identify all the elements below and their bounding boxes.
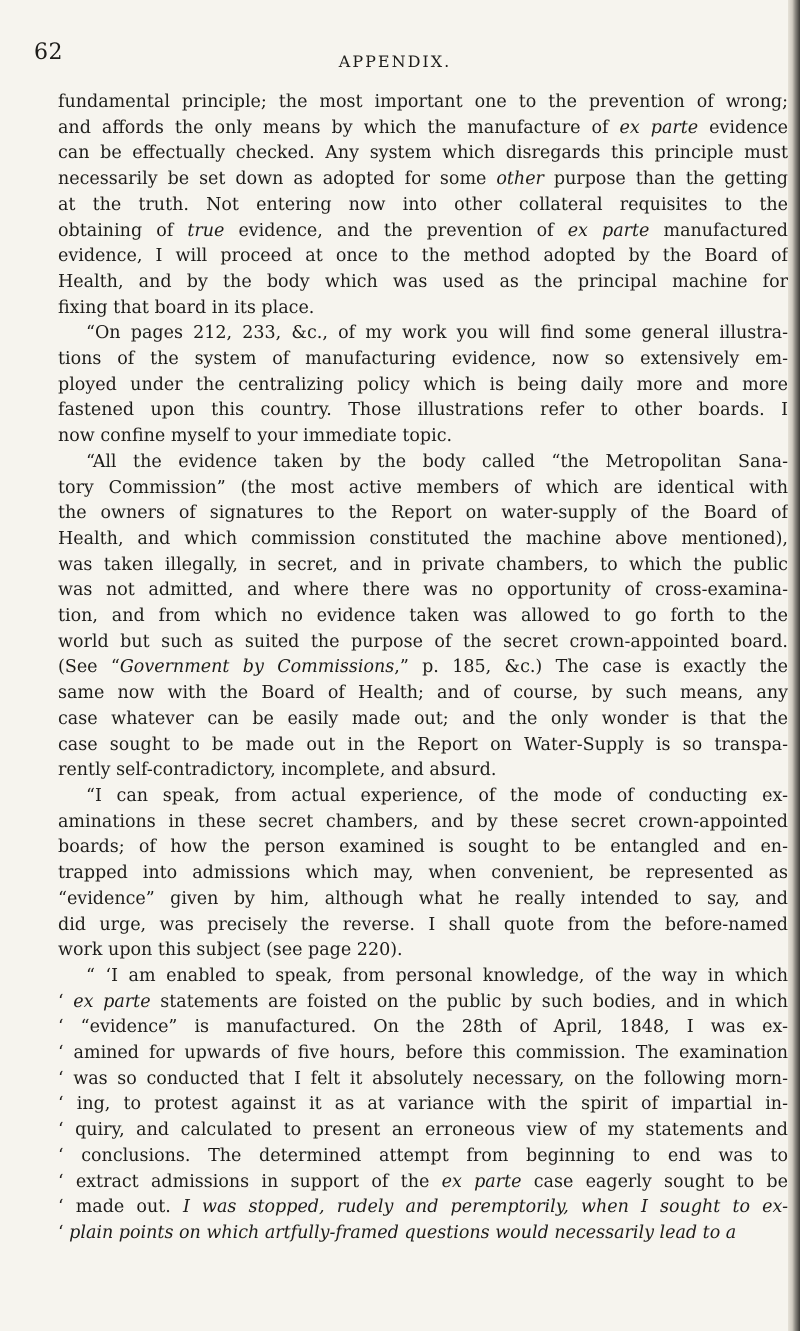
text-line: world but such as suited the purpose of the secret crown-appointed board. bbox=[58, 631, 788, 652]
page-edge-shadow bbox=[788, 0, 800, 1331]
text-line: case whatever can be easily made out; and the only wonder is that the bbox=[58, 708, 788, 729]
text-line: fundamental principle; the most important one to the prevention of wrong; bbox=[58, 92, 788, 112]
text-line: ‘ amined for upwards of five hours, before this commission. The examination bbox=[58, 1043, 788, 1064]
text-line: ‘ plain points on which artfully-framed questions would necessarily lead to a bbox=[58, 1222, 737, 1243]
text-line: rently self-contradictory, incomplete, and absurd. bbox=[58, 760, 497, 781]
text-line: Health, and which commission constituted the machine above mentioned), bbox=[58, 528, 788, 549]
text-line: (See “Government by Commissions,” p. 185, &c.) The case is exactly the bbox=[58, 657, 788, 678]
text-line: and affords the only means by which the manufacture of ex parte evidence bbox=[58, 117, 789, 138]
text-line: “On pages 212, 233, &c., of my work you will find some general illustra- bbox=[86, 323, 788, 344]
body-text bbox=[58, 90, 788, 1247]
page-header bbox=[0, 40, 790, 80]
text-line: Health, and by the body which was used as the principal machine for bbox=[58, 271, 788, 292]
text-line: “All the evidence taken by the body called “the Metropolitan Sana- bbox=[86, 451, 788, 472]
text-line: fixing that board in its place. bbox=[58, 297, 315, 318]
text-line: can be effectually checked. Any system which disregards this principle must bbox=[58, 143, 788, 164]
text-line: ‘ extract admissions in support of the ex parte case eagerly sought to be bbox=[58, 1171, 788, 1192]
text-line: was taken illegally, in secret, and in private chambers, to which the public bbox=[58, 554, 788, 575]
text-line: did urge, was precisely the reverse. I shall quote from the before-named bbox=[58, 914, 788, 935]
text-line: ‘ made out. I was stopped, rudely and peremptorily, when I sought to ex- bbox=[58, 1197, 788, 1218]
text-line: ployed under the centralizing policy which is being daily more and more bbox=[58, 374, 788, 395]
page-number: 62 bbox=[34, 40, 63, 65]
text-line: boards; of how the person examined is sought to be entangled and en- bbox=[58, 837, 788, 858]
text-line: the owners of signatures to the Report on water-supply of the Board of bbox=[58, 503, 788, 524]
text-line: “ ‘I am enabled to speak, from personal knowledge, of the way in which bbox=[86, 965, 788, 986]
text-line: fastened upon this country. Those illustrations refer to other boards. I bbox=[58, 400, 788, 421]
text-line: ‘ quiry, and calculated to present an erroneous view of my statements and bbox=[58, 1120, 788, 1141]
text-line: work upon this subject (see page 220). bbox=[58, 940, 403, 961]
text-line: now confine myself to your immediate topic. bbox=[58, 426, 453, 447]
text-line: “evidence” given by him, although what he really intended to say, and bbox=[58, 888, 788, 909]
text-line: ‘ ing, to protest against it as at variance with the spirit of impartial in- bbox=[58, 1094, 788, 1115]
text-line: case sought to be made out in the Report on Water-Supply is so transpa- bbox=[58, 734, 788, 755]
text-line: tions of the system of manufacturing evidence, now so extensively em- bbox=[58, 349, 788, 370]
text-line: ‘ was so conducted that I felt it absolutely necessary, on the following morn- bbox=[58, 1068, 788, 1089]
text-line: ‘ “evidence” is manufactured. On the 28th of April, 1848, I was ex- bbox=[58, 1017, 788, 1038]
text-line: evidence, I will proceed at once to the method adopted by the Board of bbox=[58, 246, 788, 267]
text-line: ‘ conclusions. The determined attempt from beginning to end was to bbox=[58, 1145, 788, 1166]
text-line: was not admitted, and where there was no opportunity of cross-examina- bbox=[58, 580, 788, 601]
text-line: same now with the Board of Health; and of course, by such means, any bbox=[58, 683, 788, 704]
text-line: necessarily be set down as adopted for some other purpose than the getting bbox=[58, 169, 788, 190]
text-line: obtaining of true evidence, and the prevention of ex parte manufactured bbox=[58, 220, 788, 241]
text-line: tory Commission” (the most active members of which are identical with bbox=[58, 477, 788, 498]
running-head: APPENDIX. bbox=[338, 52, 452, 71]
text-line: tion, and from which no evidence taken was allowed to go forth to the bbox=[58, 606, 788, 627]
text-line: aminations in these secret chambers, and by these secret crown-appointed bbox=[58, 811, 788, 832]
text-line: “I can speak, from actual experience, of the mode of conducting ex- bbox=[86, 785, 788, 806]
text-line: trapped into admissions which may, when convenient, be represented as bbox=[58, 863, 788, 884]
text-line: ‘ ex parte statements are foisted on the public by such bodies, and in which bbox=[58, 991, 788, 1012]
text-line: at the truth. Not entering now into other collateral requisites to the bbox=[58, 194, 788, 215]
